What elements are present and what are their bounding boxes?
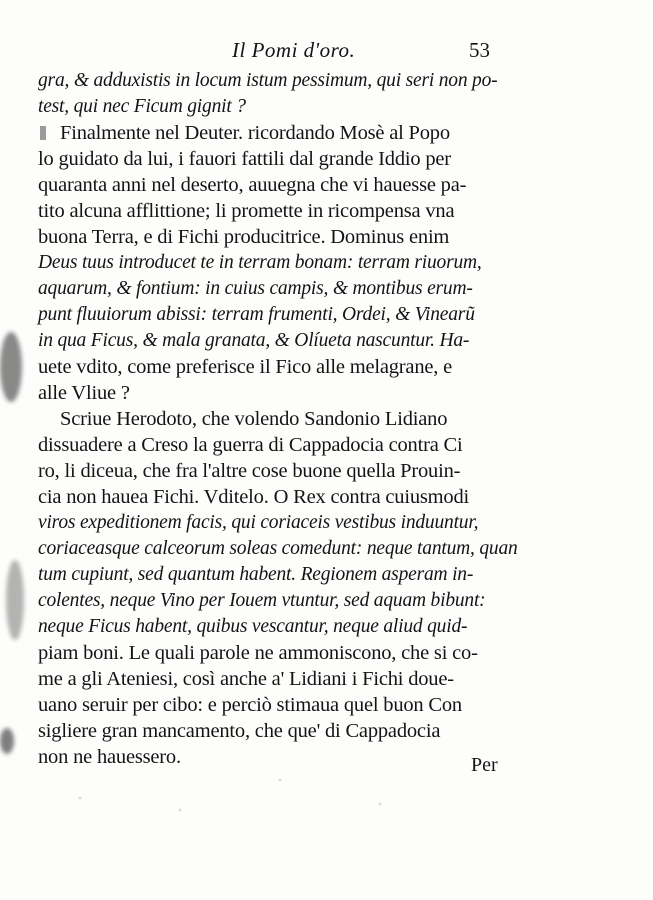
text-line: Finalmente nel Deuter. ricordando Mosè al Popo — [60, 122, 450, 144]
text-line: tum cupiunt, sed quantum habent. Regionem asperam in- — [38, 564, 474, 585]
text-line: uano seruir per cibo: e perciò stimaua quel buon Con — [38, 694, 462, 716]
text-line: coriaceasque calceorum soleas comedunt: neque tantum, quan — [38, 538, 518, 559]
text-line: Scriue Herodoto, che volendo Sandonio Lidiano — [60, 408, 448, 430]
text-line: lo guidato da lui, i fauori fattili dal grande Iddio per — [38, 148, 451, 170]
text-line: sigliere gran mancamento, che que' di Cappadocia — [38, 720, 441, 742]
ink-stain — [0, 728, 14, 754]
ink-stain — [6, 560, 24, 640]
text-line: Deus tuus introducet te in terram bonam: terram riuorum, — [38, 252, 482, 273]
catchword: Per — [471, 754, 498, 776]
text-line: ro, li diceua, che fra l'altre cose buone quella Prouin- — [38, 460, 461, 482]
page-header — [0, 38, 653, 68]
text-line: alle Vliue ? — [38, 382, 130, 404]
text-line: colentes, neque Vino per Iouem vtuntur, sed aquam bibunt: — [38, 590, 486, 611]
text-line: neque Ficus habent, quibus vescantur, neque aliud quid- — [38, 616, 468, 637]
text-line: test, qui nec Ficum gignit ? — [38, 96, 246, 117]
text-line: dissuadere a Creso la guerra di Cappadocia contra Ci — [38, 434, 463, 456]
margin-mark — [40, 126, 46, 140]
text-line: cia non hauea Fichi. Vditelo. O Rex contra cuiusmodi — [38, 486, 470, 508]
text-line: punt fluuiorum abissi: terram frumenti, Ordei, & Vinearũ — [38, 304, 475, 325]
body-text — [38, 68, 548, 770]
text-line: piam boni. Le quali parole ne ammoniscono, che si co- — [38, 642, 478, 664]
running-title: Il Pomi d'oro. — [232, 38, 356, 62]
ink-stain — [0, 332, 22, 402]
text-line: viros expeditionem facis, qui coriaceis vestibus induuntur, — [38, 512, 479, 533]
text-line: quaranta anni nel deserto, auuegna che vi hauesse pa- — [38, 174, 467, 196]
text-line: in qua Ficus, & mala granata, & Olíueta nascuntur. Ha- — [38, 330, 470, 351]
paper-speckles — [40, 762, 440, 822]
text-line: gra, & adduxistis in locum istum pessimum, qui seri non po- — [38, 70, 498, 91]
page-number: 53 — [469, 38, 490, 62]
text-line: non ne hauessero. — [38, 746, 181, 768]
text-line: buona Terra, e di Fichi producitrice. Dominus enim — [38, 226, 450, 248]
text-line: me a gli Ateniesi, così anche a' Lidiani i Fichi doue- — [38, 668, 454, 690]
text-line: aquarum, & fontium: in cuius campis, & montibus erum- — [38, 278, 473, 299]
text-line: uete vdito, come preferisce il Fico alle melagrane, e — [38, 356, 453, 378]
text-line: tito alcuna afflittione; li promette in ricompensa vna — [38, 200, 455, 222]
